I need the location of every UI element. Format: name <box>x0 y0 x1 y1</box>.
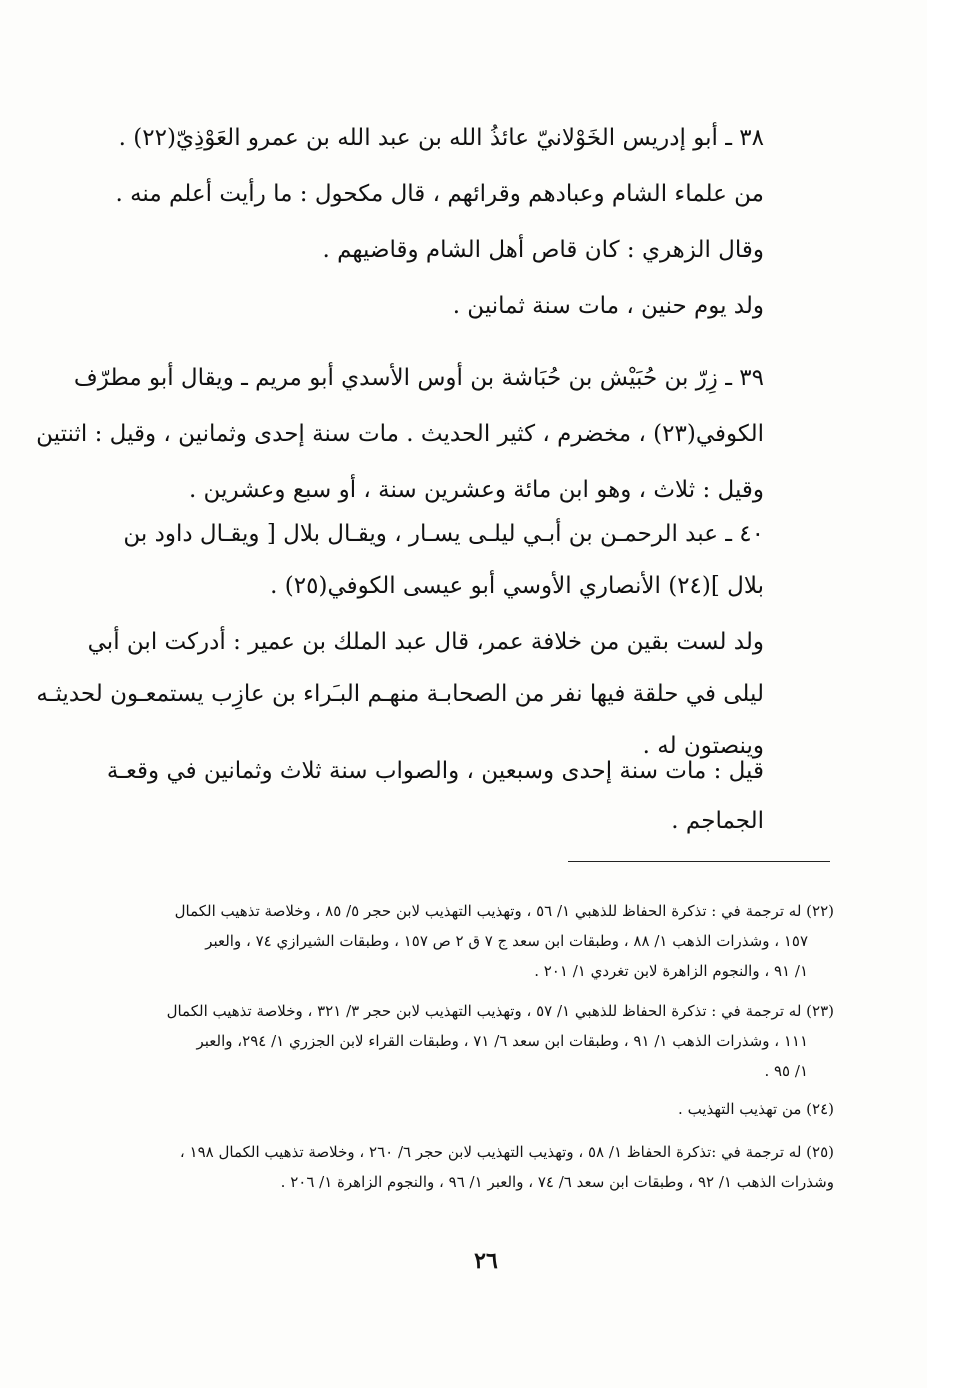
footnote-24 <box>118 1094 834 1124</box>
entry-40-heading: ٤٠ ـ عبد الرحمـن بن أبـي ليلـى يسـار ، ويقـال بلال [ ويقـال داود بن <box>123 521 764 547</box>
footnote-line: (٢٥) له ترجمة في :تذكرة الحفاظ ١/ ٥٨ ، وتهذيب التهذيب لابن حجر ٦/ ٢٦٠ ، وخلاصة تذهيب الكمال ١٩٨ ، <box>179 1143 834 1161</box>
footnote-line: وشذرات الذهب ١/ ٩٢ ، وطبقات ابن سعد ٦/ ٧٤ ، والعبر ١/ ٩٦ ، والنجوم الزاهرة ١/ ٢٠٦ . <box>280 1173 834 1191</box>
footnote-line: ١١١ ، وشذرات الذهب ١/ ٩١ ، وطبقات ابن سعد ٦/ ٧١ ، وطبقات القراء لابن الجزري ١/ ٢٩٤، والعبر <box>196 1032 808 1050</box>
paragraph-line: وينصتون له . <box>642 733 764 759</box>
entry-38-line: من علماء الشام وعبادهم وقرائهم ، قال مكحول : ما رأيت أعلم منه . <box>115 181 764 207</box>
page-number: ٢٦ <box>474 1248 498 1274</box>
entry-38-line: وقال الزهري : كان قاص أهل الشام وقاضيهم . <box>322 237 764 263</box>
entry-40-line: بلال ](٢٤) الأنصاري الأوسي أبو عيسى الكوفي(٢٥) . <box>270 573 764 599</box>
footnote-line: (٢٢) له ترجمة في : تذكرة الحفاظ للذهبي ١/ ٥٦ ، وتهذيب التهذيب لابن حجر ٥/ ٨٥ ، وخلاصة تذهيب الكمال <box>174 902 834 920</box>
entry-40 <box>112 508 764 612</box>
entry-39-heading: ٣٩ ـ زِرّ بن حُبَيْش بن حُبَاشة بن أوس الأسدي أبو مريم ـ ويقال أبو مطرّف <box>73 365 764 391</box>
entry-39-line: الكوفي(٢٣) ، مخضرم ، كثير الحديث . مات سنة إحدى وثمانين ، وقيل : اثنتين <box>36 421 764 447</box>
footnote-divider <box>568 861 830 862</box>
entry-38-line: ولد يوم حنين ، مات سنة ثمانين . <box>452 293 764 319</box>
footnote-22 <box>118 896 834 986</box>
footnote-line: (٢٤) من تهذيب التهذيب . <box>678 1100 834 1118</box>
footnote-line: ١٥٧ ، وشذرات الذهب ١/ ٨٨ ، وطبقات ابن سعد ج ٧ ق ٢ ص ١٥٧ ، وطبقات الشيرازي ٧٤ ، والعبر <box>205 932 808 950</box>
footnote-23 <box>118 996 834 1086</box>
paragraph-line: ليلى في حلقة فيها نفر من الصحابـة منهـم البـَراء بن عازِب يستمعـون لحديثـه <box>36 681 764 707</box>
entry-39-line: وقيل : ثلاث ، وهو ابن مائة وعشرين سنة ، أو سبع وعشرين . <box>188 477 764 503</box>
footnote-25 <box>118 1137 834 1197</box>
entry-38-heading: ٣٨ ـ أبو إدريس الخَوْلانيّ عائذُ الله بن عبد الله بن عمرو العَوْذِيّ(٢٢) . <box>118 125 764 151</box>
entry-39 <box>36 350 764 518</box>
paragraph-line: ولد لست بقين من خلافة عمر، قال عبد الملك بن عمير : أدركت ابن أبي <box>87 629 764 655</box>
paragraph-line: قيل : مات سنة إحدى وسبعين ، والصواب سنة ثلاث وثمانين في وقعـة <box>106 758 764 784</box>
footnote-line: ١/ ٩٥ . <box>764 1062 808 1080</box>
paragraph-line: الجماجم . <box>671 808 764 834</box>
entry-38 <box>112 110 764 334</box>
paragraph-death <box>106 746 764 846</box>
footnote-line: (٢٣) له ترجمة في : تذكرة الحفاظ للذهبي ١/ ٥٧ ، وتهذيب التهذيب لابن حجر ٣/ ٣٢١ ، وخلاصة تذهيب الكمال <box>166 1002 834 1020</box>
footnote-line: ١/ ٩١ ، والنجوم الزاهرة لابن تغردي ١/ ٢٠١ . <box>534 962 808 980</box>
